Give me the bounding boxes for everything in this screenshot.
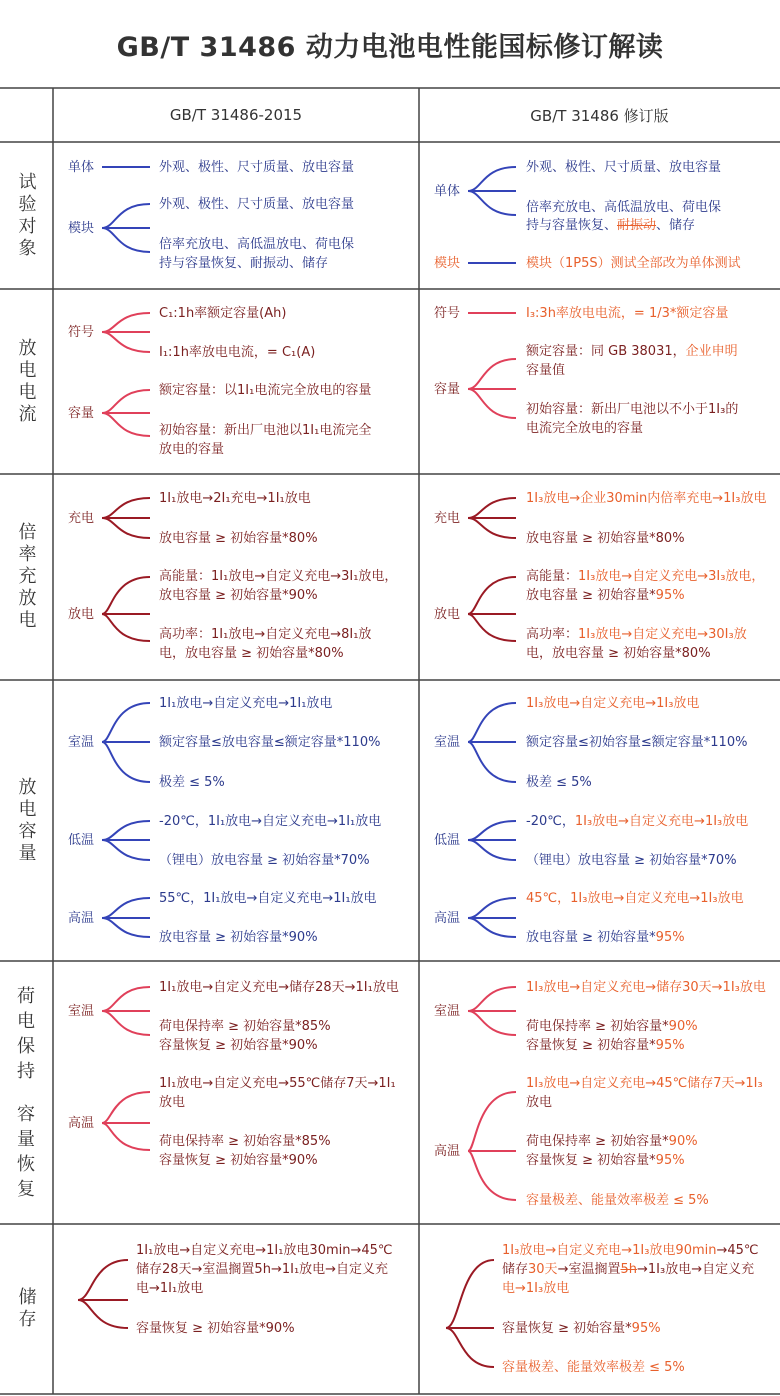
item-text: I₁:1h率放电电流，= C₁(A) [159, 345, 316, 360]
item-text: 电流完全放电的容量 [526, 421, 644, 436]
item-text: 容量恢复 ≥ 初始容量*95% [526, 1153, 685, 1168]
item-text: 初始容量：新出厂电池以1I₁电流完全 [159, 423, 372, 438]
item-text: 容量恢复 ≥ 初始容量*95% [502, 1321, 661, 1336]
item-text: 1I₃放电→自定义充电→1I₃放电90min→45℃ [502, 1243, 759, 1258]
item-text: 荷电保持率 ≥ 初始容量*85% [159, 1134, 331, 1149]
item-text: 放电容量 ≥ 初始容量*90% [159, 588, 318, 603]
item-text: 荷电保持率 ≥ 初始容量*85% [159, 1019, 331, 1034]
item-text: 持与容量恢复、耐振动、储存 [159, 256, 329, 271]
item-text: 1I₃放电→自定义充电→45℃储存7天→1I₃ [526, 1076, 763, 1091]
item-text: 额定容量≤初始容量≤额定容量*110% [526, 735, 748, 750]
item-text: 初始容量：新出厂电池以不小于1I₃的 [526, 402, 739, 417]
item-text: 55℃，1I₁放电→自定义充电→1I₁放电 [159, 891, 377, 906]
item-text: 放电容量 ≥ 初始容量*95% [526, 930, 685, 945]
item-text: 容量恢复 ≥ 初始容量*90% [136, 1321, 295, 1336]
node-room-temp: 室温 [434, 735, 461, 750]
item-text: 1I₃放电→自定义充电→1I₃放电 [526, 696, 700, 711]
item-text: 模块（1P5S）测试全部改为单体测试 [526, 256, 741, 271]
item-text: 储存28天→室温搁置5h→1I₁放电→自定义充 [136, 1262, 389, 1277]
item-text: 额定容量：同 GB 38031，企业申明 [526, 344, 738, 359]
row-label-test-object: 试验对象 [15, 171, 37, 260]
item-text: 放电容量 ≥ 初始容量*80% [159, 531, 318, 546]
item-text: -20℃，1I₁放电→自定义充电→1I₁放电 [159, 814, 382, 829]
item-text: 高功率：1I₁放电→自定义充电→8I₁放 [159, 627, 372, 642]
item-text: 持与容量恢复、耐振动、储存 [526, 218, 696, 233]
item-text: 极差 ≤ 5% [159, 775, 225, 790]
item-text: 放电的容量 [159, 442, 225, 457]
item-text: 电，放电容量 ≥ 初始容量*80% [526, 646, 711, 661]
node-high-temp: 高温 [68, 911, 95, 926]
item-text: 高能量：1I₃放电→自定义充电→3I₃放电， [526, 569, 765, 584]
item-text: （锂电）放电容量 ≥ 初始容量*70% [526, 853, 737, 868]
item-text: 电→1I₁放电 [136, 1281, 204, 1296]
item-text: 放电容量 ≥ 初始容量*95% [526, 588, 685, 603]
node-high-temp: 高温 [434, 911, 461, 926]
node-symbol: 符号 [68, 325, 95, 340]
item-text: 放电容量 ≥ 初始容量*80% [526, 531, 685, 546]
item-text: -20℃，1I₃放电→自定义充电→1I₃放电 [526, 814, 749, 829]
item-text: 高能量：1I₁放电→自定义充电→3I₁放电， [159, 569, 398, 584]
node-charge: 充电 [434, 511, 461, 526]
item-text: 放电容量 ≥ 初始容量*90% [159, 930, 318, 945]
item-text: 1I₃放电→企业30min内倍率充电→1I₃放电 [526, 491, 767, 506]
item-text: 1I₃放电→自定义充电→储存30天→1I₃放电 [526, 980, 766, 995]
item-text: 额定容量：以1I₁电流完全放电的容量 [159, 383, 372, 398]
item-text: 储存30天→室温搁置5h→1I₃放电→自定义充 [502, 1262, 755, 1277]
node-cell: 单体 [68, 160, 95, 175]
item-text: 荷电保持率 ≥ 初始容量*90% [526, 1134, 698, 1149]
row-label-charge-retention: 荷 电 保 持 容 量 恢 复 [17, 985, 35, 1200]
node-symbol: 符号 [434, 306, 461, 321]
row-label-capacity: 放电容量 [15, 776, 37, 865]
node-capacity: 容量 [68, 406, 95, 421]
item-text: （锂电）放电容量 ≥ 初始容量*70% [159, 853, 370, 868]
item-text: 容量极差、能量效率极差 ≤ 5% [526, 1193, 709, 1208]
item-text: 外观、极性、尺寸质量、放电容量 [159, 197, 355, 212]
column-header-old: GB/T 31486-2015 [169, 106, 303, 124]
item-text: 1I₁放电→自定义充电→1I₁放电 [159, 696, 333, 711]
node-discharge: 放电 [68, 607, 95, 622]
page-title: GB/T 31486 动力电池电性能国标修订解读 [116, 31, 664, 63]
node-low-temp: 低温 [68, 833, 95, 848]
item-text: 高功率：1I₃放电→自定义充电→30I₃放 [526, 627, 747, 642]
item-text: 放电 [159, 1095, 186, 1110]
node-charge: 充电 [68, 511, 95, 526]
node-high-temp: 高温 [68, 1116, 95, 1131]
row-label-rate: 倍率充放电 [15, 522, 37, 632]
node-room-temp: 室温 [68, 735, 95, 750]
item-text: 荷电保持率 ≥ 初始容量*90% [526, 1019, 698, 1034]
row-label-discharge-current: 放电电流 [15, 337, 37, 426]
node-module: 模块 [68, 221, 95, 236]
node-room-temp: 室温 [434, 1004, 461, 1019]
item-text: 1I₁放电→2I₁充电→1I₁放电 [159, 491, 311, 506]
item-text: 放电 [526, 1095, 553, 1110]
node-low-temp: 低温 [434, 833, 461, 848]
item-text: 倍率充放电、高低温放电、荷电保 [159, 237, 355, 252]
item-text: 容量恢复 ≥ 初始容量*90% [159, 1038, 318, 1053]
node-discharge: 放电 [434, 607, 461, 622]
row-label-storage: 储存 [15, 1287, 37, 1331]
item-text: 1I₁放电→自定义充电→55℃储存7天→1I₁ [159, 1076, 396, 1091]
item-text: 容量恢复 ≥ 初始容量*90% [159, 1153, 318, 1168]
item-text: I₃:3h率放电电流，= 1/3*额定容量 [526, 306, 729, 321]
item-text: 1I₁放电→自定义充电→1I₁放电30min→45℃ [136, 1243, 393, 1258]
item-text: 电，放电容量 ≥ 初始容量*80% [159, 646, 344, 661]
item-text: 外观、极性、尺寸质量、放电容量 [159, 160, 355, 175]
item-text: 容量值 [526, 363, 566, 378]
item-text: 倍率充放电、高低温放电、荷电保 [526, 200, 722, 215]
node-room-temp: 室温 [68, 1004, 95, 1019]
node-cell: 单体 [434, 184, 461, 199]
item-text: 外观、极性、尺寸质量、放电容量 [526, 160, 722, 175]
column-header-new: GB/T 31486 修订版 [530, 106, 669, 125]
item-text: 容量恢复 ≥ 初始容量*95% [526, 1038, 685, 1053]
node-high-temp: 高温 [434, 1144, 461, 1159]
node-capacity: 容量 [434, 382, 461, 397]
item-text: 1I₁放电→自定义充电→储存28天→1I₁放电 [159, 980, 399, 995]
item-text: 极差 ≤ 5% [526, 775, 592, 790]
node-module: 模块 [434, 256, 461, 271]
item-text: 额定容量≤放电容量≤额定容量*110% [159, 735, 381, 750]
item-text: 容量极差、能量效率极差 ≤ 5% [502, 1360, 685, 1375]
item-text: C₁:1h率额定容量(Ah) [159, 306, 287, 321]
item-text: 45℃，1I₃放电→自定义充电→1I₃放电 [526, 891, 744, 906]
item-text: 电→1I₃放电 [502, 1281, 570, 1296]
